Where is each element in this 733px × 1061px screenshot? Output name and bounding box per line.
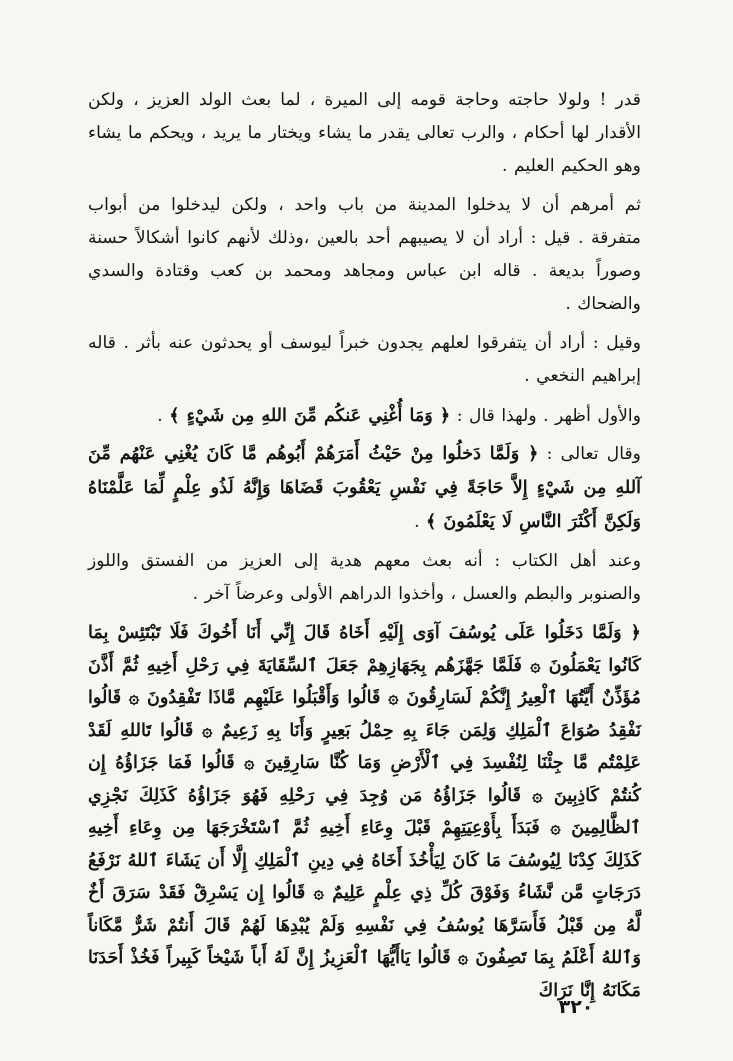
quran-quote: ﴿ وَمَا أُغْنِي عَنكُم مِّنَ اللهِ مِن شَيْءٍ ﴾ xyxy=(169,405,451,426)
lead-text: وقال تعالى : xyxy=(546,444,641,464)
page-number: ٣٢٠ xyxy=(558,996,594,1018)
quran-passage-yusuf: ﴿ وَلَمَّا دَخَلُوا عَلَى يُوسُفَ آوَى إِلَيْهِ أَخَاهُ قَالَ إِنِّي أَنَا أَخُوكَ فَلَا تَبْتَئِسْ بِمَا كَانُوا يَعْمَلُونَ ۞ فَلَمَّا جَهَّزَهُم بِجَهَازِهِمْ جَعَلَ ٱلسِّقَايَةَ فِي رَحْلِ أَخِيهِ ثُمَّ أَذَّنَ مُؤَذِّنٌ أَيَّتُهَا ٱلْعِيرُ إِنَّكُمْ لَسَارِقُونَ ۞ قَالُوا وَأَقْبَلُوا عَلَيْهِم مَّاذَا تَفْقِدُونَ ۞ قَالُوا نَفْقِدُ صُوَاعَ ٱلْمَلِكِ وَلِمَن جَاءَ بِهِ حِمْلُ بَعِيرٍ وَأَنَا بِهِ زَعِيمٌ ۞ قَالُوا تَاللهِ لَقَدْ عَلِمْتُم مَّا جِئْنَا لِنُفْسِدَ فِي ٱلْأَرْضِ وَمَا كُنَّا سَارِقِينَ ۞ قَالُوا فَمَا جَزَاؤُهُ إِن كُنتُمْ كَاذِبِينَ ۞ قَالُوا جَزَاؤُهُ مَن وُجِدَ فِي رَحْلِهِ فَهُوَ جَزَاؤُهُ كَذَلِكَ نَجْزِي ٱلظَّالِمِينَ ۞ فَبَدَأَ بِأَوْعِيَتِهِمْ قَبْلَ وِعَاءِ أَخِيهِ ثُمَّ ٱسْتَخْرَجَهَا مِن وِعَاءِ أَخِيهِ كَذَلِكَ كِدْنَا لِيُوسُفَ مَا كَانَ لِيَأْخُذَ أَخَاهُ فِي دِينِ ٱلْمَلِكِ إِلَّا أَن يَشَاءَ ٱللهُ نَرْفَعُ دَرَجَاتٍ مَّن نَّشَاءُ وَفَوْقَ كُلِّ ذِي عِلْمٍ عَلِيمٌ ۞ قَالُوا إِن يَسْرِقْ فَقَدْ سَرَقَ أَخٌ لَّهُ مِن قَبْلُ فَأَسَرَّهَا يُوسُفُ فِي نَفْسِهِ وَلَمْ يُبْدِهَا لَهُمْ قَالَ أَنتُمْ شَرٌّ مَّكَاناً وَٱللهُ أَعْلَمُ بِمَا تَصِفُونَ ۞ قَالُوا يَاأَيُّهَا ٱلْعَزِيزُ إِنَّ لَهُ أَباً شَيْخاً كَبِيراً فَخُذْ أَحَدَنَا مَكَانَهُ إِنَّا نَرَاكَ xyxy=(88,622,641,1001)
trailing-period: . xyxy=(157,406,163,426)
lead-text: والأول أظهر . ولهذا قال : xyxy=(456,406,641,426)
paragraph-verse-entry xyxy=(88,437,641,539)
text-block xyxy=(88,84,641,1007)
paragraph-fate: قدر ! ولولا حاجته وحاجة قومه إلى الميرة ، لما بعث الولد العزيز ، ولكن الأقدار لها أحكام ، والرب تعالى يقدر ما يشاء ويختار ما يريد ، ويحكم ما يشاء وهو الحكيم العليم . xyxy=(88,90,641,176)
paragraph-city-gates: ثم أمرهم أن لا يدخلوا المدينة من باب واحد ، ولكن ليدخلوا من أبواب متفرقة . قيل : أراد أن لا يصيبهم أحد بالعين ،وذلك لأنهم كانوا أشكالاً حسنة وصوراً بديعة . قاله ابن عباس ومجاهد ومحمد بن كعب وقتادة والسدي والضحاك . xyxy=(88,195,641,314)
paragraph-first-opinion xyxy=(88,399,641,433)
paragraph-people-of-book: وعند أهل الكتاب : أنه بعث معهم هدية إلى العزيز من الفستق واللوز والصنوبر والبطم والعسل ، وأخذوا الدراهم الأولى وعرضاً آخر . xyxy=(88,551,641,604)
trailing-period: . xyxy=(414,512,420,532)
paragraph-another-opinion: وقيل : أراد أن يتفرقوا لعلهم يجدون خبراً ليوسف أو يحدثون عنه بأثر . قاله إبراهيم النخعي . xyxy=(88,333,641,386)
quran-quote: ﴿ وَلَمَّا دَخلُوا مِنْ حَيْثُ أَمَرَهُمْ أَبُوهُم مَّا كَانَ يُغْنِي عَنْهُم مِّنَ آللهِ مِن شَيْءٍ إِلاَّ حَاجَةً فِي نَفْسِ يَعْقُوبَ قَضَاهَا وَإِنَّهُ لَذُو عِلْمٍ لِّمَا عَلَّمْنَاهُ وَلَكِنَّ أَكْثَرَ النَّاسِ لَا يَعْلَمُونَ ﴾ xyxy=(88,443,641,532)
